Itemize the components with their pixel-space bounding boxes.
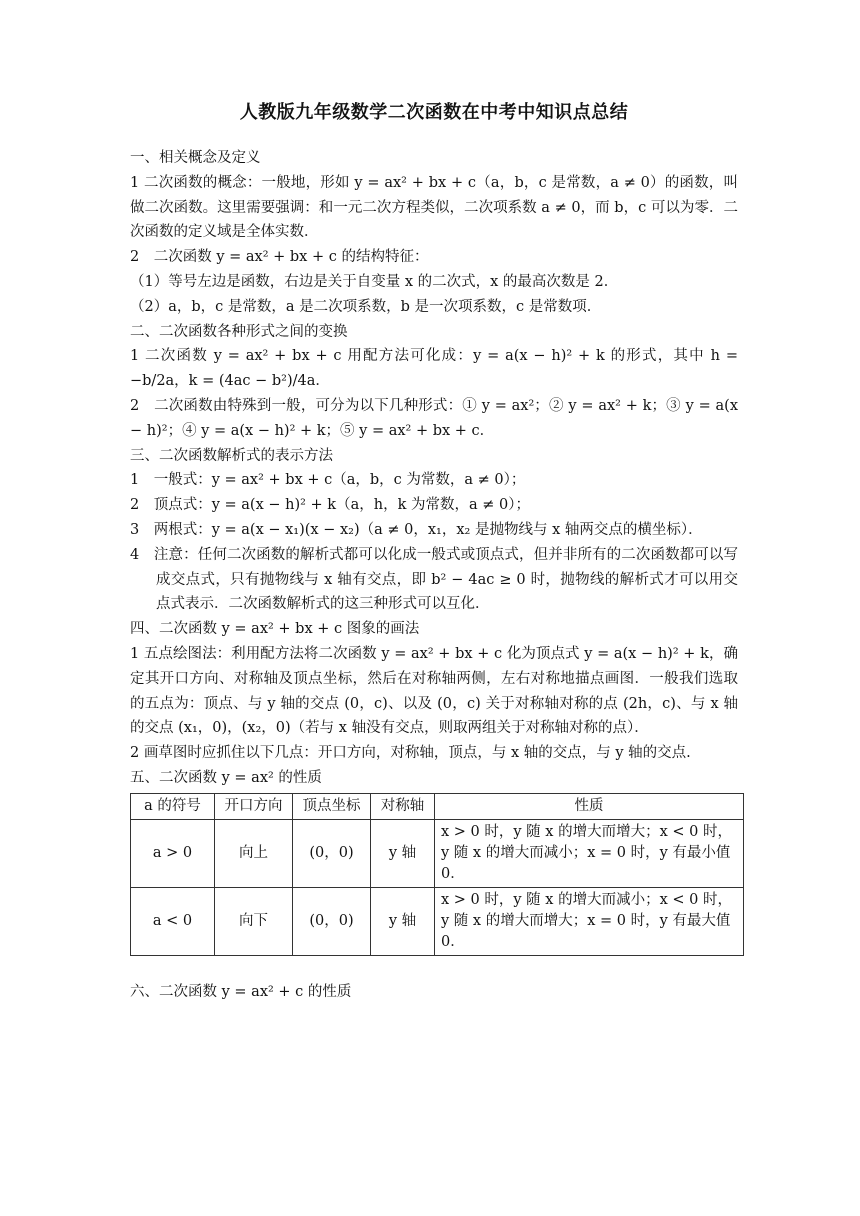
structure-item-1: （1）等号左边是函数，右边是关于自变量 x 的二次式，x 的最高次数是 2． <box>130 273 619 290</box>
form-general: 1 一般式：y = ax² + bx + c（a，b，c 为常数，a ≠ 0）； <box>130 472 526 489</box>
section-heading-5: 五、二次函数 y = ax² 的性质 <box>130 769 322 786</box>
paragraph-five-point: 1 五点绘图法：利用配方法将二次函数 y = ax² + bx + c 化为顶点式 y = a(x − h)² + k，确定其开口方向、对称轴及顶点坐标，然后在对称轴两侧，左右对称地描点画图．一般我们选取的五点为：顶点、与 y 轴的交点 (0，c)、以及 (0，c) 关于对称轴对称的点 (2h，c)、与 x 轴的交点 (x₁，0)，(x₂，0)（若与 x 轴没有交点，则取两组关于对称轴对称的点）． <box>130 645 738 737</box>
table-cell: y 轴 <box>371 819 435 887</box>
table-cell: y 轴 <box>371 887 435 955</box>
paragraph-vertex-form: 1 二次函数 y = ax² + bx + c 用配方法可化成：y = a(x − h)² + k 的形式，其中 h = −b/2a，k = (4ac − b²)/4a． <box>130 348 738 390</box>
section-heading-1: 一、相关概念及定义 <box>130 150 261 166</box>
section-heading-4: 四、二次函数 y = ax² + bx + c 图象的画法 <box>130 621 420 638</box>
table-row <box>131 819 744 887</box>
table-cell: a < 0 <box>131 887 215 955</box>
table-cell: (0，0) <box>293 819 371 887</box>
document-page <box>130 100 738 1005</box>
table-header-row <box>131 793 744 819</box>
header-opening: 开口方向 <box>215 793 293 819</box>
table-cell: x > 0 时，y 随 x 的增大而减小；x < 0 时，y 随 x 的增大而增大；x = 0 时，y 有最大值 0． <box>435 887 744 955</box>
header-sign: a 的符号 <box>131 793 215 819</box>
table-cell: 向下 <box>215 887 293 955</box>
section-heading-2: 二、二次函数各种形式之间的变换 <box>130 323 348 340</box>
table-cell: (0，0) <box>293 887 371 955</box>
structure-item-2: （2）a，b，c 是常数，a 是二次项系数，b 是一次项系数，c 是常数项． <box>130 298 602 315</box>
table-row <box>131 887 744 955</box>
form-note: 4 注意：任何二次函数的解析式都可以化成一般式或顶点式，但并非所有的二次函数都可以写成交点式，只有抛物线与 x 轴有交点，即 b² − 4ac ≥ 0 时，抛物线的解析式才可以用交点式表示．二次函数解析式的这三种形式可以互化． <box>130 546 738 613</box>
form-roots: 3 两根式：y = a(x − x₁)(x − x₂)（a ≠ 0，x₁，x₂ 是抛物线与 x 轴两交点的横坐标）． <box>130 521 703 538</box>
section-heading-3: 三、二次函数解析式的表示方法 <box>130 447 333 464</box>
table-cell: a > 0 <box>131 819 215 887</box>
paragraph-sketch: 2 画草图时应抓住以下几点：开口方向，对称轴，顶点，与 x 轴的交点，与 y 轴的交点. <box>130 745 691 762</box>
table-cell: 向上 <box>215 819 293 887</box>
table-cell: x > 0 时，y 随 x 的增大而增大；x < 0 时，y 随 x 的增大而减小；x = 0 时，y 有最小值 0． <box>435 819 744 887</box>
section-heading-6: 六、二次函数 y = ax² + c 的性质 <box>130 983 352 1000</box>
header-vertex: 顶点坐标 <box>293 793 371 819</box>
document-title: 人教版九年级数学二次函数在中考中知识点总结 <box>239 102 629 123</box>
paragraph-definition: 1 二次函数的概念：一般地，形如 y = ax² + bx + c（a，b，c 是常数，a ≠ 0）的函数，叫做二次函数。这里需要强调：和一元二次方程类似，二次项系数 a ≠ 0，而 b，c 可以为零．二次函数的定义域是全体实数． <box>130 174 738 241</box>
header-axis: 对称轴 <box>371 793 435 819</box>
header-properties: 性质 <box>435 793 744 819</box>
form-vertex: 2 顶点式：y = a(x − h)² + k（a，h，k 为常数，a ≠ 0）； <box>130 497 530 514</box>
paragraph-structure: 2 二次函数 y = ax² + bx + c 的结构特征： <box>130 249 429 266</box>
paragraph-forms-list: 2 二次函数由特殊到一般，可分为以下几种形式：① y = ax²；② y = ax² + k；③ y = a(x − h)²；④ y = a(x − h)² + k；⑤ y = ax² + bx + c． <box>130 397 738 439</box>
properties-table <box>130 793 744 956</box>
